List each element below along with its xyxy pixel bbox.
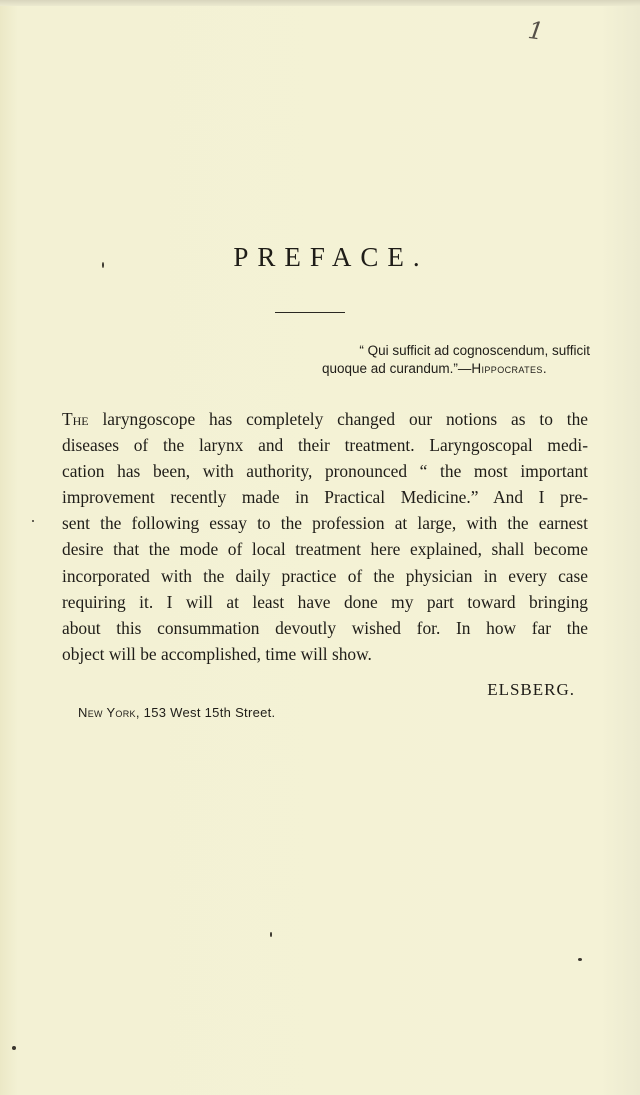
body-line: improvement recently made in Practical Medicine.” And I pre- (62, 487, 588, 508)
address-street: 153 West 15th Street. (139, 705, 276, 720)
author-signature: ELSBERG. (487, 680, 575, 699)
body-line: cation has been, with authority, pronounced “ the most important (62, 461, 588, 482)
body-line: desire that the mode of local treatment here explained, shall become (62, 539, 588, 560)
epigraph-line-2 (300, 360, 590, 378)
ink-speck (12, 1046, 16, 1050)
page-top-edge (0, 0, 640, 6)
body-line (62, 406, 588, 432)
lead-word: The (62, 409, 89, 429)
ink-speck (32, 520, 34, 522)
body-line-text: laryngoscope has completely changed our notions as to the (88, 409, 588, 429)
author-address (78, 705, 275, 720)
body-line: sent the following essay to the profession at large, with the earnest (62, 513, 588, 534)
ink-speck (578, 958, 582, 961)
body-line: diseases of the larynx and their treatment. Laryngoscopal medi- (62, 435, 588, 456)
body-line: incorporated with the daily practice of the physician in every case (62, 565, 588, 586)
epigraph (300, 342, 590, 378)
body-line: object will be accomplished, time will show. (62, 643, 372, 664)
body-line: about this consummation devoutly wished for. In how far the (62, 617, 588, 638)
page-title: PREFACE. (233, 242, 429, 272)
ink-speck (270, 932, 272, 937)
address-city: New York, (78, 705, 140, 720)
preface-body (62, 406, 588, 667)
body-line: requiring it. I will at least have done my part toward bringing (62, 591, 588, 612)
epigraph-line-2-text: quoque ad curandum.”— (322, 361, 472, 376)
page-number-mark: 1 (526, 15, 546, 46)
ink-speck (102, 262, 104, 268)
title-divider (275, 312, 345, 313)
epigraph-attribution: Hippocrates. (471, 361, 547, 376)
epigraph-line-1: “ Qui sufficit ad cognoscendum, sufficit (359, 343, 590, 358)
